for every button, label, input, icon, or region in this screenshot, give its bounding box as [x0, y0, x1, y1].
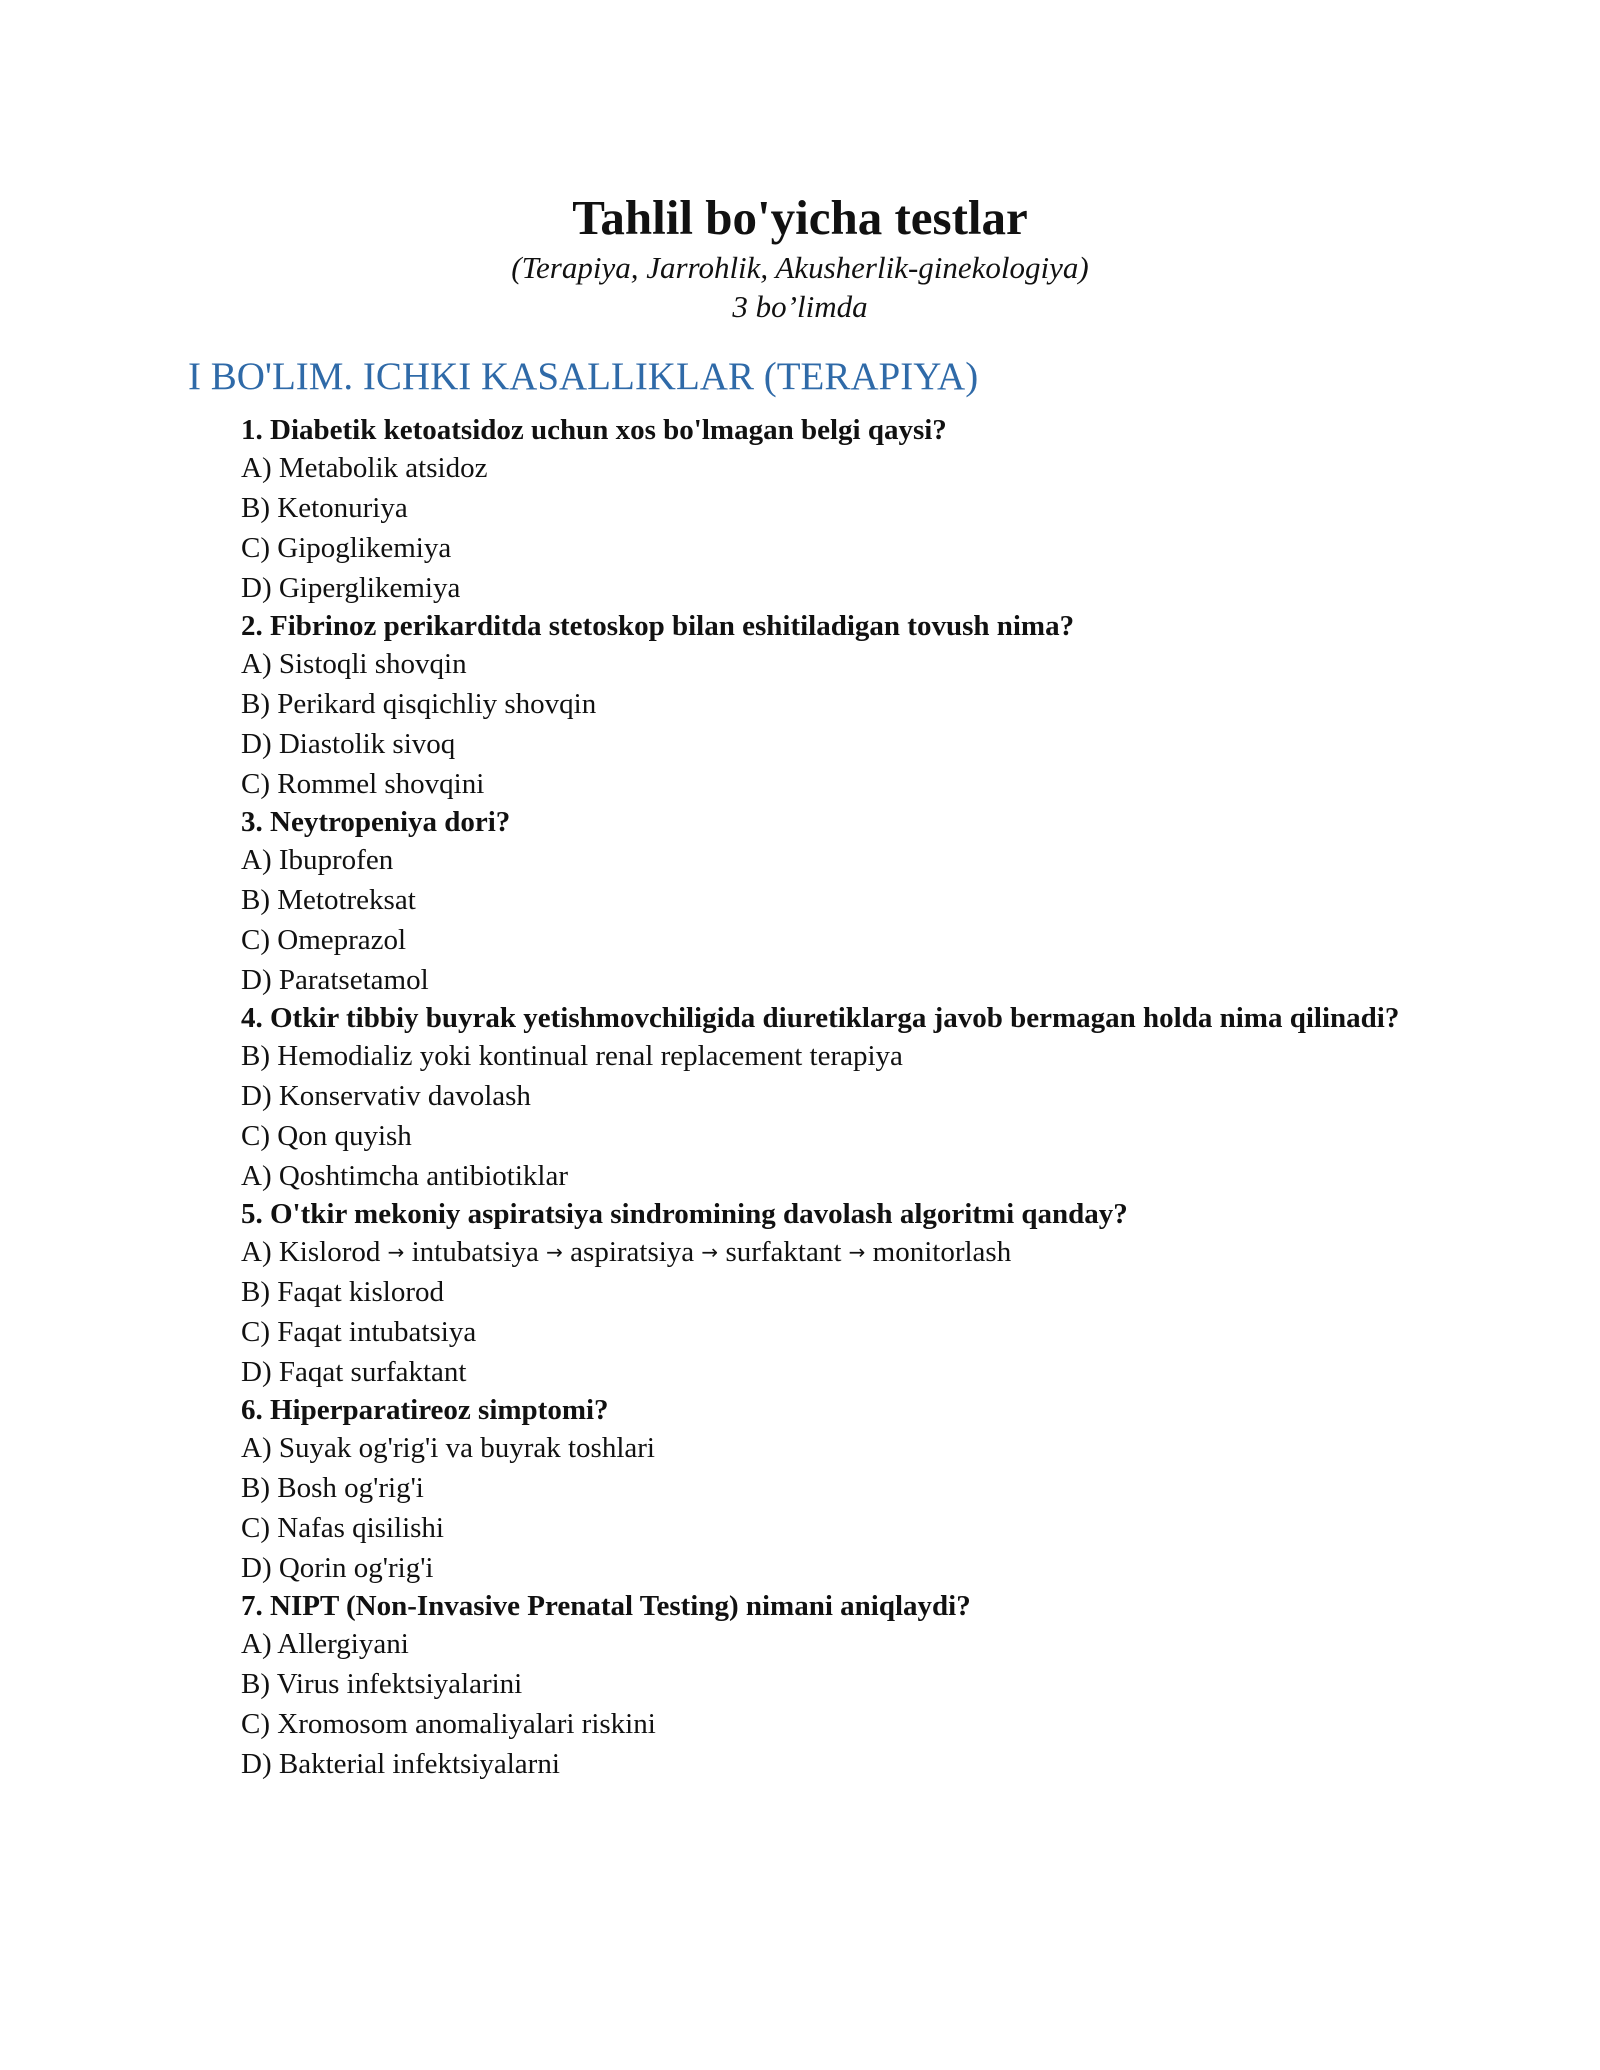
answer-option: D) Bakterial infektsiyalarni [241, 1748, 560, 1780]
question-text: 3. Neytropeniya dori? [241, 806, 511, 838]
answer-option: B) Ketonuriya [241, 492, 408, 524]
question-block [241, 804, 1401, 1000]
answer-option: A) Kislorod → intubatsiya → aspiratsiya → surfaktant → monitorlash [241, 1236, 1012, 1268]
answer-option: D) Konservativ davolash [241, 1080, 531, 1112]
answer-option: B) Hemodializ yoki kontinual renal replacement terapiya [241, 1040, 903, 1072]
answer-option: C) Qon quyish [241, 1120, 412, 1152]
question-text: 7. NIPT (Non-Invasive Prenatal Testing) nimani aniqlaydi? [241, 1590, 971, 1622]
answer-option: C) Gipoglikemiya [241, 532, 452, 564]
answer-option: D) Paratsetamol [241, 964, 429, 996]
document-parts-note: 3 bo’limda [732, 289, 868, 324]
answer-option: D) Giperglikemiya [241, 572, 461, 604]
question-block [241, 1392, 1401, 1588]
answer-option: C) Faqat intubatsiya [241, 1316, 477, 1348]
question-block [241, 1196, 1401, 1392]
question-block [241, 412, 1401, 608]
answer-option: A) Suyak og'rig'i va buyrak toshlari [241, 1432, 655, 1464]
question-list [241, 412, 1401, 1784]
question-text: 5. O'tkir mekoniy aspiratsiya sindromining davolash algoritmi qanday? [241, 1198, 1128, 1230]
question-text: 4. Otkir tibbiy buyrak yetishmovchiligida diuretiklarga javob bermagan holda nima qilinadi? [241, 1002, 1400, 1034]
answer-option: B) Virus infektsiyalarini [241, 1668, 523, 1700]
answer-option: A) Sistoqli shovqin [241, 648, 467, 680]
question-block [241, 608, 1401, 804]
question-block [241, 1588, 1401, 1784]
answer-option: B) Bosh og'rig'i [241, 1472, 424, 1504]
answer-option: D) Faqat surfaktant [241, 1356, 467, 1388]
answer-option: C) Xromosom anomaliyalari riskini [241, 1708, 656, 1740]
answer-option: B) Perikard qisqichliy shovqin [241, 688, 597, 720]
answer-option: A) Ibuprofen [241, 844, 394, 876]
answer-option: A) Qoshtimcha antibiotiklar [241, 1160, 568, 1192]
question-text: 1. Diabetik ketoatsidoz uchun xos bo'lmagan belgi qaysi? [241, 414, 947, 446]
question-block [241, 1000, 1401, 1196]
answer-option: B) Metotreksat [241, 884, 416, 916]
answer-option: D) Qorin og'rig'i [241, 1552, 434, 1584]
answer-option: B) Faqat kislorod [241, 1276, 444, 1308]
answer-option: A) Allergiyani [241, 1628, 409, 1660]
answer-option: D) Diastolik sivoq [241, 728, 456, 760]
answer-option: C) Rommel shovqini [241, 768, 485, 800]
document-title: Tahlil bo'yicha testlar [572, 190, 1028, 245]
answer-option: C) Omeprazol [241, 924, 407, 956]
document-subtitle: (Terapiya, Jarrohlik, Akusherlik-ginekologiya) [511, 250, 1089, 285]
answer-option: A) Metabolik atsidoz [241, 452, 488, 484]
question-text: 2. Fibrinoz perikarditda stetoskop bilan eshitiladigan tovush nima? [241, 610, 1075, 642]
answer-option: C) Nafas qisilishi [241, 1512, 444, 1544]
title-block [0, 188, 1600, 326]
question-text: 6. Hiperparatireoz simptomi? [241, 1394, 609, 1426]
section-heading: I BO'LIM. ICHKI KASALLIKLAR (TERAPIYA) [188, 355, 979, 398]
